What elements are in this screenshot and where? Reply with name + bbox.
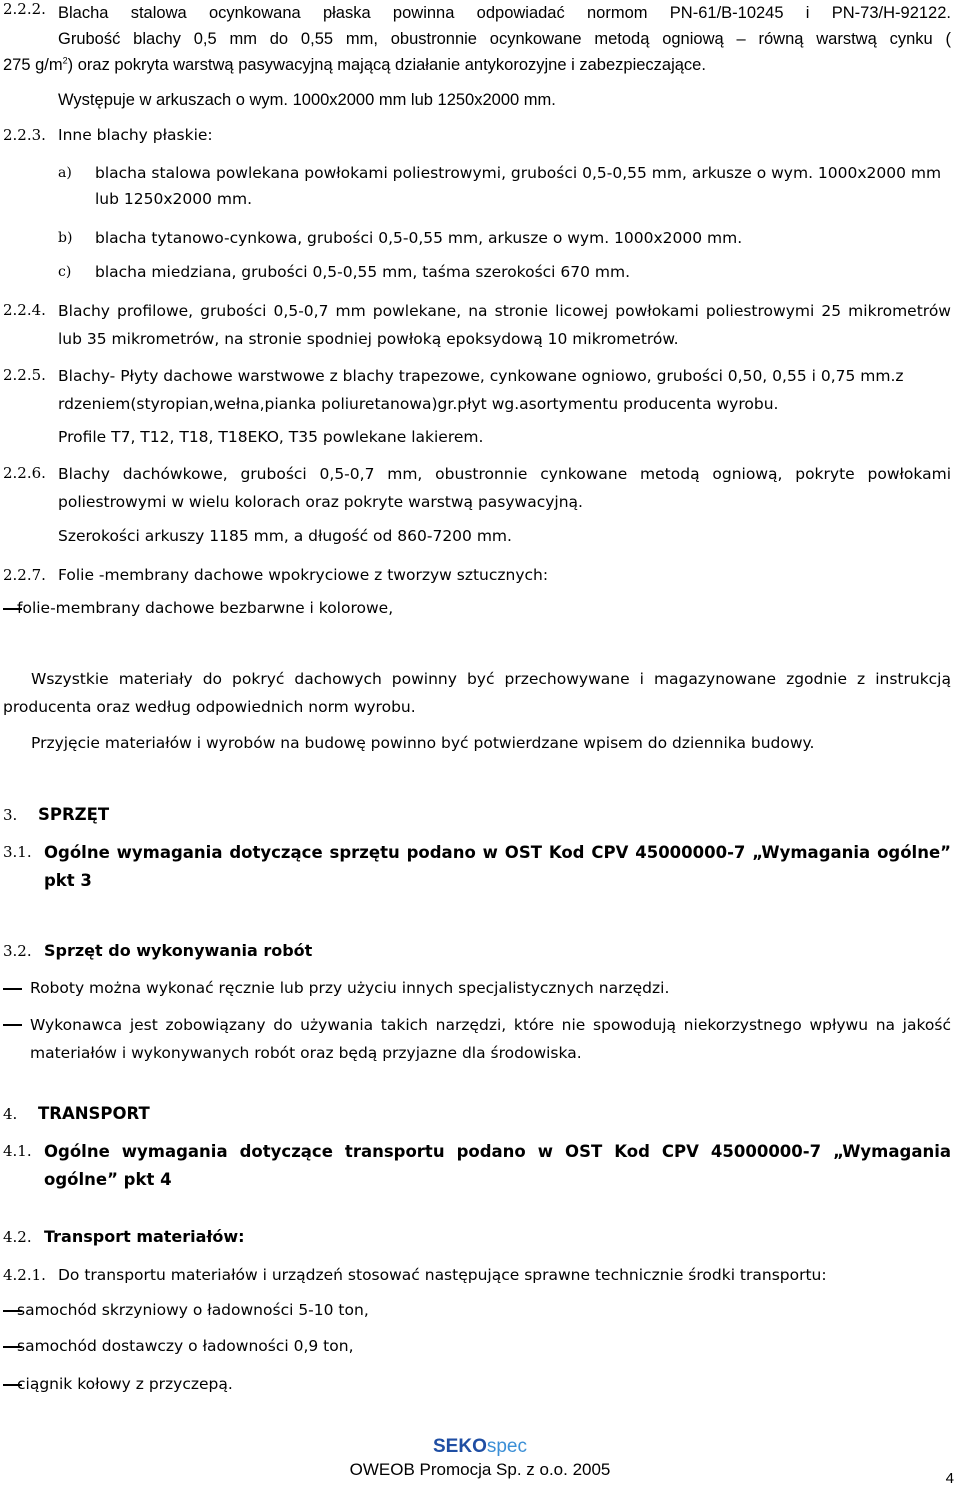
section-number: 4. — [3, 1105, 18, 1123]
paragraph-storage: Wszystkie materiały do pokryć dachowych powinny być przechowywane i magazynowane zgodnie z instrukcją producenta oraz według odpowiednich norm wyrobu. — [3, 670, 951, 716]
section-heading: TRANSPORT — [38, 1104, 150, 1123]
section-number: 2.2.7. — [3, 566, 46, 584]
section-number: 2.2.4. — [3, 301, 46, 319]
section-heading: Transport materiałów: — [44, 1227, 245, 1246]
dash-bullet-icon — [3, 1024, 22, 1026]
paragraph-line: Grubość blachy 0,5 mm do 0,55 mm, obustronnie ocynkowane metodą ogniową – równą warstwą cynku ( — [58, 30, 951, 48]
section-number: 3. — [3, 806, 18, 824]
list-item: samochód dostawczy o ładowności 0,9 ton, — [17, 1337, 354, 1355]
list-item: samochód skrzyniowy o ładowności 5-10 ton, — [17, 1301, 369, 1319]
list-item: ciągnik kołowy z przyczepą. — [17, 1375, 233, 1393]
brand-logo-part: SEKO — [433, 1436, 487, 1457]
paragraph-line: Występuje w arkuszach o wym. 1000x2000 mm lub 1250x2000 mm. — [58, 91, 556, 109]
list-item: Wykonawca jest zobowiązany do używania takich narzędzi, które nie spowodują niekorzystnego wpływu na jakość materiałów i wykonywanych robót oraz będą przyjazne dla środowiska. — [30, 1016, 951, 1062]
section-number: 3.2. — [3, 942, 32, 960]
paragraph: Blachy- Płyty dachowe warstwowe z blachy trapezowe, cynkowane ogniowo, grubości 0,50, 0,55 i 0,75 mm.z rdzeniem(styropian,wełna,pianka poliuretanowa)gr.płyt wg.asortymentu producenta wyrobu. — [58, 367, 904, 413]
paragraph: Do transportu materiałów i urządzeń stosować następujące sprawne technicznie środki transportu: — [58, 1266, 827, 1284]
section-number: 3.1. — [3, 843, 32, 861]
brand-logo-part: spec — [486, 1436, 527, 1457]
section-heading: SPRZĘT — [38, 805, 110, 824]
section-heading: Ogólne wymagania dotyczące sprzętu podano w OST Kod CPV 45000000-7 „Wymagania ogólne” pkt 3 — [44, 843, 951, 890]
footer-company: OWEOB Promocja Sp. z o.o. 2005 — [349, 1460, 611, 1479]
paragraph: Blachy dachówkowe, grubości 0,5-0,7 mm, obustronnie cynkowane metodą ogniową, pokryte powłokami poliestrowymi w wielu kolorach oraz pokryte warstwą pasywacyjną. — [58, 465, 951, 511]
section-number: 4.1. — [3, 1142, 32, 1160]
paragraph: Blachy profilowe, grubości 0,5-0,7 mm powlekane, na stronie licowej powłokami poliestrowymi 25 mikrometrów lub 35 mikrometrów, na stronie spodniej powłoką epoksydową 10 mikrometrów. — [58, 302, 951, 348]
section-heading: Ogólne wymagania dotyczące transportu podano w OST Kod CPV 45000000-7 „Wymagania ogólne” pkt 4 — [44, 1142, 951, 1189]
section-number: 4.2. — [3, 1228, 32, 1246]
section-number: 2.2.3. — [3, 126, 46, 144]
section-title: Inne blachy płaskie: — [58, 126, 213, 144]
paragraph-line: 275 $g/m^2$) oraz pokryta warstwą pasywacyjną mającą działanie antykorozyjne i zabezpieczające. — [3, 55, 706, 74]
footer-brand — [0, 1436, 960, 1458]
section-number: 2.2.5. — [3, 366, 46, 384]
paragraph: Szerokości arkuszy 1185 mm, a długość od 860-7200 mm. — [58, 527, 512, 545]
paragraph-acceptance: Przyjęcie materiałów i wyrobów na budowę powinno być potwierdzane wpisem do dziennika budowy. — [31, 734, 815, 752]
section-heading: Sprzęt do wykonywania robót — [44, 941, 313, 960]
list-item: folie-membrany dachowe bezbarwne i kolorowe, — [17, 599, 394, 617]
list-item: Roboty można wykonać ręcznie lub przy użyciu innych specjalistycznych narzędzi. — [30, 979, 670, 997]
paragraph: Profile T7, T12, T18, T18EKO, T35 powlekane lakierem. — [58, 428, 484, 446]
section-number: 4.2.1. — [3, 1266, 46, 1284]
section-number: 2.2.6. — [3, 464, 46, 482]
page-number: 4 — [945, 1470, 954, 1487]
paragraph: Folie -membrany dachowe wpokryciowe z tworzyw sztucznych: — [58, 566, 549, 584]
paragraph-line: Blacha stalowa ocynkowana płaska powinna odpowiadać normom PN-61/B-10245 i PN-73/H-92122. — [58, 4, 951, 22]
dash-bullet-icon — [3, 988, 22, 990]
section-number: 2.2.2. — [3, 0, 46, 18]
